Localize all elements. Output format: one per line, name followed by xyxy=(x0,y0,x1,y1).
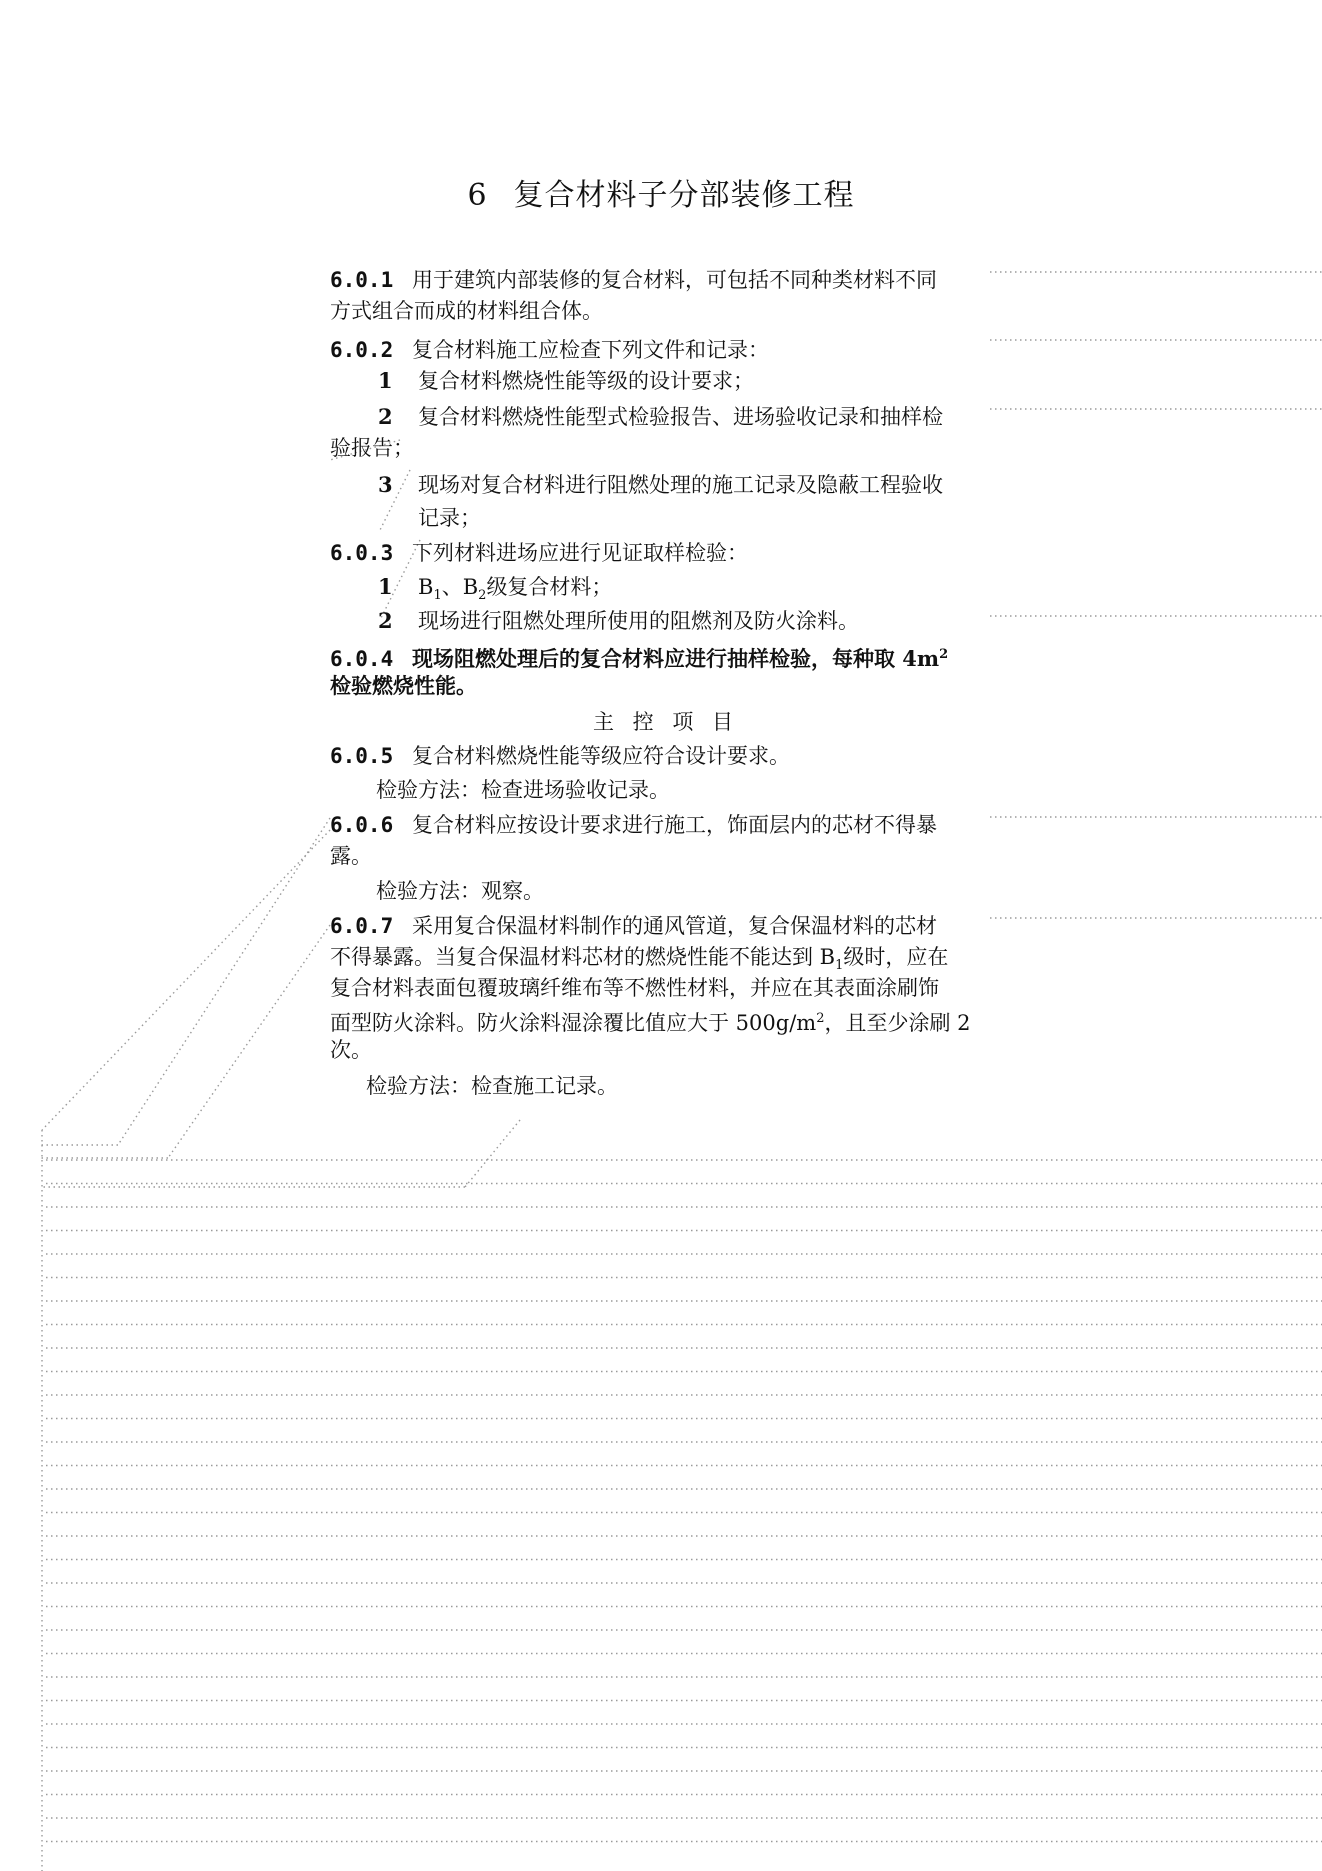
clause-number: 6.0.2 xyxy=(330,338,394,362)
chapter-title xyxy=(0,170,1322,214)
clause-6-0-5 xyxy=(330,741,790,771)
clause-number: 6.0.6 xyxy=(330,813,394,837)
clause-6-0-2 xyxy=(330,335,769,365)
clause-text: 复合材料施工应检查下列文件和记录： xyxy=(412,338,769,362)
clause-6-0-7-line-1 xyxy=(330,911,937,941)
item-number: 1 xyxy=(378,368,393,393)
clause-text: 复合材料应按设计要求进行施工，饰面层内的芯材不得暴 xyxy=(412,813,937,837)
clause-6-0-6-line-1 xyxy=(330,810,937,840)
method-text: 检验方法：检查施工记录。 xyxy=(366,1074,618,1098)
clause-text: 现场阻燃处理后的复合材料应进行抽样检验，每种取 4m xyxy=(412,646,940,671)
item-text: 验报告； xyxy=(330,436,414,460)
inspection-method-2 xyxy=(376,876,544,906)
item-number: 1 xyxy=(378,574,393,599)
clause-number: 6.0.4 xyxy=(330,647,394,671)
item-text: 现场对复合材料进行阻燃处理的施工记录及隐蔽工程验收 xyxy=(418,473,943,497)
clause-text: 面型防火涂料。防火涂料湿涂覆比值应大于 500g/m xyxy=(330,1011,817,1035)
item-text: 级复合材料； xyxy=(486,575,613,599)
item-text: 复合材料燃烧性能型式检验报告、进场验收记录和抽样检 xyxy=(418,405,943,429)
clause-text: 级时，应在 xyxy=(843,945,949,969)
clause-text: 不得暴露。当复合保温材料芯材的燃烧性能不能达到 B xyxy=(330,945,836,969)
list-item-2-b xyxy=(378,606,859,636)
list-item-3-cont xyxy=(418,503,481,533)
item-text: 复合材料燃烧性能等级的设计要求； xyxy=(418,369,754,393)
item-text: 记录； xyxy=(418,506,481,530)
inspection-method-3 xyxy=(366,1071,618,1101)
clause-text: 检验燃烧性能。 xyxy=(330,673,477,698)
clause-text: ，且至少涂刷 2 xyxy=(824,1011,971,1035)
section-heading: 主 控 项 目 xyxy=(592,710,740,734)
chapter-number: 6 xyxy=(467,178,488,213)
item-number: 3 xyxy=(378,472,393,497)
clause-number: 6.0.7 xyxy=(330,914,394,938)
clause-number: 6.0.5 xyxy=(330,744,394,768)
clause-text: 下列材料进场应进行见证取样检验： xyxy=(412,541,748,565)
clause-text: 复合材料表面包覆玻璃纤维布等不燃性材料，并应在其表面涂刷饰 xyxy=(330,976,939,1000)
dotted-line xyxy=(42,830,330,1130)
clause-6-0-6-line-2 xyxy=(330,841,372,871)
clause-text: 用于建筑内部装修的复合材料，可包括不同种类材料不同 xyxy=(412,268,937,292)
list-item-1 xyxy=(378,366,754,396)
clause-6-0-4-line-2 xyxy=(330,671,477,701)
clause-6-0-3 xyxy=(330,538,748,568)
clause-number: 6.0.3 xyxy=(330,541,394,565)
clause-6-0-1-line-2 xyxy=(330,296,603,326)
superscript: 2 xyxy=(816,1011,825,1026)
subscript: 1 xyxy=(835,958,844,974)
dotted-line xyxy=(465,1120,520,1187)
clause-text: 露。 xyxy=(330,844,372,868)
dotted-line xyxy=(168,925,330,1158)
clause-6-0-1-line-1 xyxy=(330,265,937,295)
item-text: 现场进行阻燃处理所使用的阻燃剂及防火涂料。 xyxy=(418,609,859,633)
method-text: 检验方法：观察。 xyxy=(376,879,544,903)
b1-subscript: 1 xyxy=(433,588,442,604)
separator: 、 xyxy=(441,575,463,599)
superscript: 2 xyxy=(939,647,949,662)
clause-text: 采用复合保温材料制作的通风管道，复合保温材料的芯材 xyxy=(412,914,937,938)
clause-6-0-7-line-3 xyxy=(330,973,939,1003)
clause-text: 复合材料燃烧性能等级应符合设计要求。 xyxy=(412,744,790,768)
dotted-line xyxy=(118,818,330,1145)
b2-subscript: 2 xyxy=(478,588,487,604)
clause-6-0-7-line-5 xyxy=(330,1035,372,1065)
clause-text: 方式组合而成的材料组合体。 xyxy=(330,299,603,323)
chapter-title-text: 复合材料子分部装修工程 xyxy=(513,178,855,213)
item-number: 2 xyxy=(378,404,393,429)
clause-6-0-7-line-4 xyxy=(330,1004,971,1038)
inspection-method-1 xyxy=(376,775,670,805)
clause-number: 6.0.1 xyxy=(330,268,394,292)
clause-6-0-4-line-1 xyxy=(330,640,948,674)
list-item-2 xyxy=(378,402,943,432)
item-number: 2 xyxy=(378,608,393,633)
b1-label: B xyxy=(418,575,434,599)
list-item-2-cont xyxy=(330,433,414,463)
clause-text: 次。 xyxy=(330,1038,372,1062)
method-text: 检验方法：检查进场验收记录。 xyxy=(376,778,670,802)
b2-label: B xyxy=(462,575,479,599)
list-item-3 xyxy=(378,470,943,500)
